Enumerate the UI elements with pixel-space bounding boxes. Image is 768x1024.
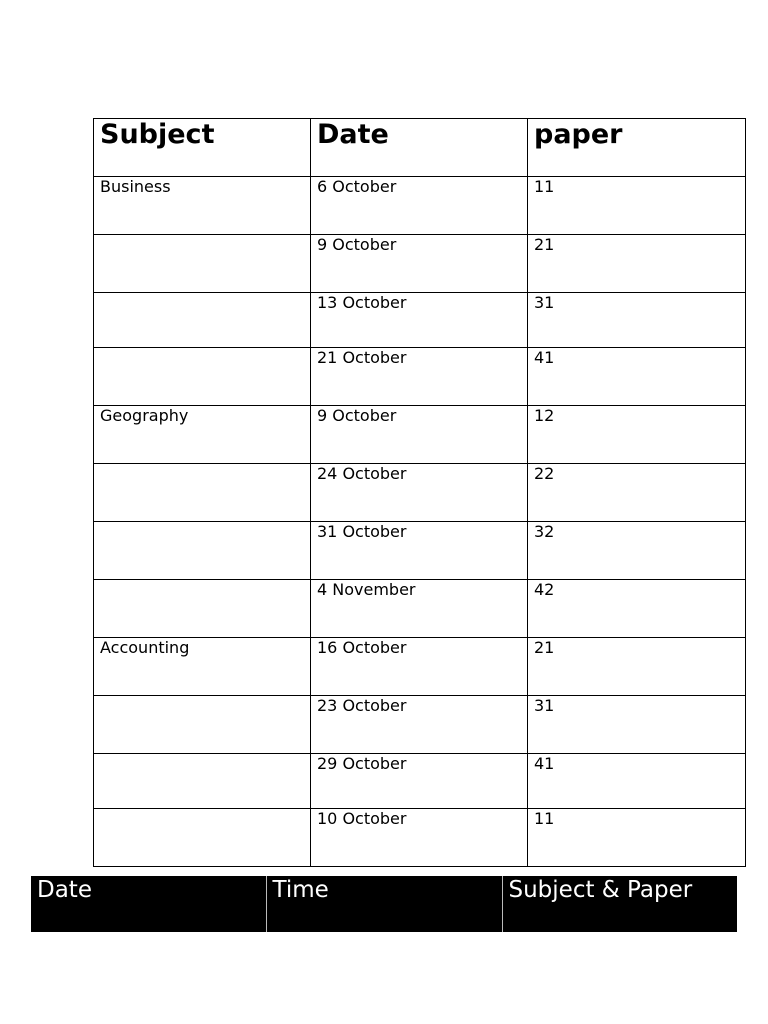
cell-subject: Accounting — [94, 638, 311, 696]
cell-paper: 12 — [528, 406, 746, 464]
cell-paper: 41 — [528, 348, 746, 406]
table-row — [94, 235, 746, 293]
cell-date: 21 October — [311, 348, 528, 406]
cell-paper: 22 — [528, 464, 746, 522]
header-subject: Subject — [94, 119, 311, 177]
cell-date: 6 October — [311, 177, 528, 235]
cell-date: 23 October — [311, 696, 528, 754]
cell-subject — [94, 696, 311, 754]
table-header-row — [94, 119, 746, 177]
footer-time-label: Time — [266, 876, 502, 932]
footer-subject-paper-label: Subject & Paper — [502, 876, 737, 932]
footer-header-row — [31, 876, 737, 932]
table-row — [94, 522, 746, 580]
cell-subject — [94, 754, 311, 809]
cell-paper: 21 — [528, 638, 746, 696]
header-paper: paper — [528, 119, 746, 177]
cell-subject — [94, 235, 311, 293]
cell-subject — [94, 580, 311, 638]
cell-paper: 21 — [528, 235, 746, 293]
table-row — [94, 406, 746, 464]
cell-date: 29 October — [311, 754, 528, 809]
table-row — [94, 638, 746, 696]
footer-header-bar — [31, 876, 737, 932]
cell-subject — [94, 464, 311, 522]
table-row — [94, 580, 746, 638]
table-row — [94, 464, 746, 522]
cell-paper: 32 — [528, 522, 746, 580]
cell-paper: 31 — [528, 293, 746, 348]
cell-subject — [94, 293, 311, 348]
cell-date: 31 October — [311, 522, 528, 580]
cell-date: 9 October — [311, 406, 528, 464]
cell-paper: 42 — [528, 580, 746, 638]
cell-subject — [94, 348, 311, 406]
footer-date-label: Date — [37, 877, 92, 903]
exam-schedule-table — [93, 118, 746, 867]
cell-subject — [94, 522, 311, 580]
table-row — [94, 754, 746, 809]
cell-date: 13 October — [311, 293, 528, 348]
cell-subject: Business — [94, 177, 311, 235]
table-row — [94, 293, 746, 348]
cell-subject — [94, 809, 311, 867]
cell-date: 10 October — [311, 809, 528, 867]
table-row — [94, 809, 746, 867]
cell-paper: 41 — [528, 754, 746, 809]
cell-date: 16 October — [311, 638, 528, 696]
cell-date: 4 November — [311, 580, 528, 638]
header-date: Date — [311, 119, 528, 177]
cell-paper: 11 — [528, 809, 746, 867]
cell-subject: Geography — [94, 406, 311, 464]
cell-date: 9 October — [311, 235, 528, 293]
cell-date: 24 October — [311, 464, 528, 522]
table-row — [94, 696, 746, 754]
table-row — [94, 348, 746, 406]
table-row — [94, 177, 746, 235]
cell-paper: 11 — [528, 177, 746, 235]
cell-paper: 31 — [528, 696, 746, 754]
